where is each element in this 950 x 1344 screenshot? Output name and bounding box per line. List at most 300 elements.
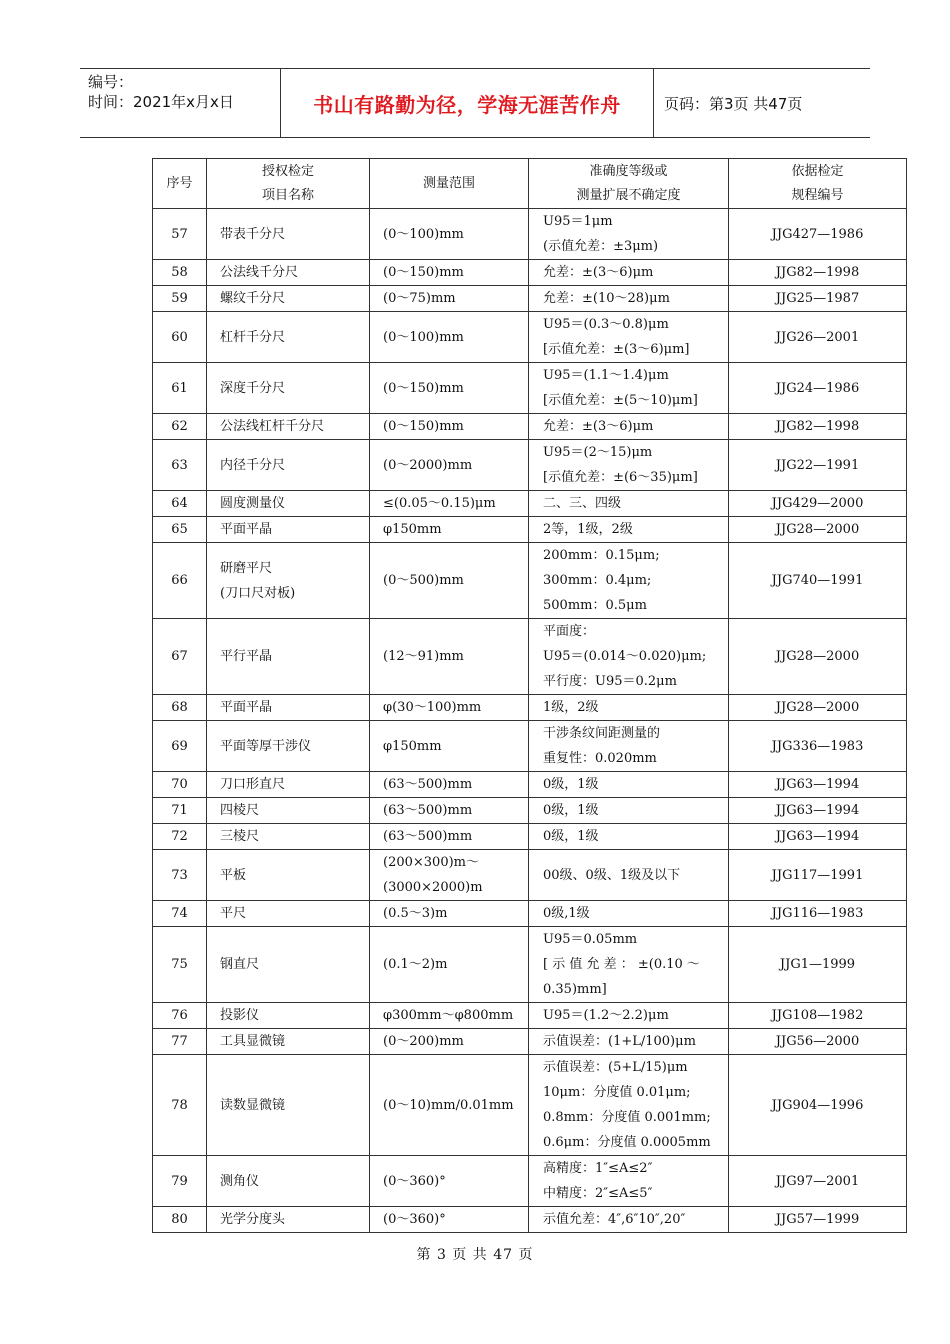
cell-line: JJG56—2000 — [775, 1034, 860, 1049]
cell-spec-code — [729, 850, 907, 901]
cell-line: 58 — [171, 265, 188, 280]
cell-line: [示值允差：±(5～10)μm] — [543, 393, 698, 408]
table-row — [153, 491, 907, 517]
cell-line: (3000×2000)m — [383, 880, 483, 895]
cell-line: JJG117—1991 — [771, 867, 864, 883]
cell-item-name — [207, 901, 370, 927]
cell-line: U95＝(1.2～2.2)μm — [543, 1008, 669, 1023]
cell-spec-code — [729, 414, 907, 440]
time-label: 时间：2021年x月x日 — [88, 93, 234, 111]
cell-line: 61 — [171, 380, 188, 396]
serial-label: 编号： — [88, 73, 134, 91]
cell-line: φ(30～100)mm — [383, 700, 482, 715]
cell-spec-code — [729, 543, 907, 619]
cell-line: [示值允差：±(6～35)μm] — [543, 470, 698, 485]
cell-spec-code — [729, 491, 907, 517]
cell-line: 77 — [171, 1034, 188, 1049]
cell-line: 读数显微镜 — [220, 1097, 286, 1113]
cell-accuracy — [529, 491, 729, 517]
cell-item-name — [207, 414, 370, 440]
cell-index — [153, 1003, 207, 1029]
cell-line: 平尺 — [220, 906, 247, 921]
cell-accuracy — [529, 1207, 729, 1233]
cell-spec-code — [729, 1207, 907, 1233]
cell-accuracy — [529, 363, 729, 414]
cell-index — [153, 1055, 207, 1156]
table-row — [153, 824, 907, 850]
cell-line: 允差：±(3～6)μm — [543, 419, 654, 434]
column-header — [729, 159, 907, 209]
cell-line: 公法线千分尺 — [220, 265, 299, 280]
cell-spec-code — [729, 619, 907, 695]
cell-range — [370, 363, 529, 414]
cell-accuracy — [529, 414, 729, 440]
table-row — [153, 1207, 907, 1233]
cell-line: 项目名称 — [261, 187, 314, 203]
cell-range — [370, 695, 529, 721]
table-row — [153, 901, 907, 927]
cell-range — [370, 260, 529, 286]
cell-line: (0～360)° — [383, 1212, 446, 1227]
cell-range — [370, 772, 529, 798]
cell-line: 74 — [171, 906, 188, 921]
cell-line: 平面平晶 — [220, 700, 273, 715]
cell-line: 70 — [171, 777, 188, 792]
cell-index — [153, 491, 207, 517]
cell-line: 72 — [171, 829, 188, 844]
cell-line: 73 — [171, 867, 188, 883]
cell-index — [153, 414, 207, 440]
cell-spec-code — [729, 772, 907, 798]
cell-range — [370, 1207, 529, 1233]
cell-accuracy — [529, 312, 729, 363]
cell-line: 高精度：1″≤A≤2″ — [543, 1161, 653, 1176]
cell-item-name — [207, 543, 370, 619]
cell-line: 66 — [171, 573, 188, 588]
cell-line: 71 — [171, 803, 188, 818]
cell-line: JJG1—1999 — [779, 957, 856, 972]
cell-item-name — [207, 1156, 370, 1207]
cell-spec-code — [729, 1029, 907, 1055]
cell-range — [370, 850, 529, 901]
cell-spec-code — [729, 440, 907, 491]
header-meta — [80, 69, 281, 137]
table-row — [153, 1029, 907, 1055]
cell-line: 0级，1级 — [543, 777, 599, 792]
cell-line: 干涉条纹间距测量的 — [543, 726, 661, 741]
cell-line: 68 — [171, 700, 188, 715]
cell-range — [370, 440, 529, 491]
cell-line: 测角仪 — [220, 1173, 260, 1189]
cell-line: U95＝(0.014～0.020)μm; — [543, 649, 707, 664]
cell-line: φ150mm — [383, 522, 442, 537]
table-row — [153, 209, 907, 260]
cell-range — [370, 798, 529, 824]
cell-line: 准确度等级或 — [589, 163, 668, 179]
cell-index — [153, 543, 207, 619]
cell-line: 刀口形直尺 — [220, 777, 286, 792]
cell-line: 重复性：0.020mm — [543, 751, 657, 766]
cell-line: 示值允差：4″,6″10″,20″ — [543, 1212, 686, 1227]
cell-line: JJG82—1998 — [775, 265, 860, 280]
cell-line: 二、三、四级 — [543, 496, 622, 511]
cell-accuracy — [529, 927, 729, 1003]
cell-item-name — [207, 1207, 370, 1233]
cell-line: [ 示 值 允 差 ： ±(0.10 ～ — [543, 957, 700, 972]
cell-index — [153, 798, 207, 824]
cell-range — [370, 286, 529, 312]
cell-line: 0级，1级 — [543, 829, 599, 844]
cell-line: (0～100)mm — [383, 329, 464, 345]
cell-line: JJG427—1986 — [771, 226, 864, 242]
cell-line: 500mm：0.5μm — [543, 598, 647, 613]
cell-line: 2等，1级，2级 — [543, 522, 633, 537]
cell-accuracy — [529, 824, 729, 850]
column-header — [207, 159, 370, 209]
cell-item-name — [207, 798, 370, 824]
cell-line: (0.5～3)m — [383, 906, 448, 921]
cell-line: 平面平晶 — [220, 522, 273, 537]
cell-line: 57 — [171, 226, 188, 242]
cell-spec-code — [729, 209, 907, 260]
cell-line: 0.6μm：分度值 0.0005mm — [543, 1135, 711, 1150]
cell-item-name — [207, 1029, 370, 1055]
cell-line: 200mm：0.15μm; — [543, 548, 660, 563]
document-header — [80, 68, 870, 138]
cell-accuracy — [529, 721, 729, 772]
cell-line: 深度千分尺 — [220, 380, 286, 396]
header-motto: 书山有路勤为径，学海无涯苦作舟 — [281, 69, 654, 137]
cell-range — [370, 721, 529, 772]
cell-line: 75 — [171, 957, 188, 972]
cell-spec-code — [729, 517, 907, 543]
cell-line: 300mm：0.4μm; — [543, 573, 652, 588]
cell-line: 允差：±(10～28)μm — [543, 291, 670, 306]
cell-item-name — [207, 619, 370, 695]
cell-index — [153, 1156, 207, 1207]
cell-line: JJG82—1998 — [775, 419, 860, 434]
cell-item-name — [207, 260, 370, 286]
cell-line: JJG63—1994 — [775, 777, 860, 792]
table-row — [153, 440, 907, 491]
cell-line: 投影仪 — [220, 1008, 260, 1023]
cell-line: JJG429—2000 — [771, 496, 864, 511]
cell-line: (示值允差：±3μm) — [543, 239, 659, 254]
cell-line: (刀口尺对板) — [220, 585, 296, 601]
cell-accuracy — [529, 517, 729, 543]
header-page-label: 页码：第3页 共47页 — [664, 94, 803, 113]
cell-line: 平行度：U95＝0.2μm — [543, 674, 677, 689]
cell-item-name — [207, 517, 370, 543]
cell-line: (0～360)° — [383, 1173, 446, 1189]
cell-accuracy — [529, 619, 729, 695]
cell-line: 平面等厚干涉仪 — [220, 738, 312, 754]
cell-accuracy — [529, 286, 729, 312]
table-row — [153, 260, 907, 286]
cell-index — [153, 440, 207, 491]
cell-line: 80 — [171, 1212, 188, 1227]
table-header-row — [153, 159, 907, 209]
cell-item-name — [207, 1055, 370, 1156]
cell-line: (0～500)mm — [383, 573, 464, 588]
cell-spec-code — [729, 260, 907, 286]
cell-line: JJG63—1994 — [775, 829, 860, 844]
cell-line: 78 — [171, 1097, 188, 1113]
cell-line: JJG740—1991 — [771, 573, 864, 588]
table-row — [153, 1003, 907, 1029]
cell-item-name — [207, 721, 370, 772]
cell-spec-code — [729, 286, 907, 312]
cell-line: (0～75)mm — [383, 291, 456, 306]
cell-line: 规程编号 — [791, 187, 844, 203]
cell-accuracy — [529, 260, 729, 286]
column-header — [370, 159, 529, 209]
cell-spec-code — [729, 824, 907, 850]
cell-index — [153, 1029, 207, 1055]
cell-accuracy — [529, 850, 729, 901]
table-row — [153, 1055, 907, 1156]
cell-spec-code — [729, 312, 907, 363]
table-row — [153, 312, 907, 363]
cell-accuracy — [529, 440, 729, 491]
cell-line: JJG28—2000 — [775, 700, 860, 715]
cell-range — [370, 517, 529, 543]
cell-line: (63～500)mm — [383, 803, 473, 818]
cell-line: 光学分度头 — [220, 1212, 286, 1227]
cell-line: 螺纹千分尺 — [220, 291, 286, 306]
cell-line: JJG25—1987 — [775, 291, 860, 306]
cell-accuracy — [529, 1055, 729, 1156]
cell-line: 研磨平尺 — [220, 560, 273, 576]
cell-range — [370, 901, 529, 927]
cell-index — [153, 901, 207, 927]
cell-line: 65 — [171, 522, 188, 537]
cell-item-name — [207, 824, 370, 850]
cell-range — [370, 491, 529, 517]
cell-range — [370, 1156, 529, 1207]
cell-line: ≤(0.05～0.15)μm — [383, 496, 496, 511]
table-body — [153, 209, 907, 1233]
cell-line: 允差：±(3～6)μm — [543, 265, 654, 280]
cell-line: (0～2000)mm — [383, 457, 473, 473]
cell-line: 钢直尺 — [220, 957, 260, 972]
cell-accuracy — [529, 798, 729, 824]
cell-spec-code — [729, 1055, 907, 1156]
cell-line: 10μm：分度值 0.01μm; — [543, 1085, 691, 1100]
cell-line: [示值允差：±(3～6)μm] — [543, 342, 690, 357]
cell-line: 59 — [171, 291, 188, 306]
cell-line: 平行平晶 — [220, 649, 273, 664]
cell-index — [153, 695, 207, 721]
cell-line: 测量扩展不确定度 — [576, 187, 681, 203]
cell-range — [370, 927, 529, 1003]
cell-line: 四棱尺 — [220, 803, 260, 818]
cell-line: JJG24—1986 — [775, 380, 860, 396]
cell-index — [153, 260, 207, 286]
cell-line: (0～10)mm/0.01mm — [383, 1097, 514, 1113]
table-row — [153, 619, 907, 695]
cell-line: U95＝1μm — [543, 214, 613, 229]
table-row — [153, 721, 907, 772]
cell-line: 0级,1级 — [543, 906, 590, 921]
cell-line: JJG28—2000 — [775, 649, 860, 664]
cell-line: 0.35)mm] — [543, 982, 607, 997]
page-footer: 第 3 页 共 47 页 — [416, 1247, 534, 1263]
cell-accuracy — [529, 695, 729, 721]
cell-index — [153, 209, 207, 260]
table-row — [153, 850, 907, 901]
cell-line: JJG904—1996 — [771, 1097, 864, 1113]
cell-range — [370, 824, 529, 850]
cell-line: 依据检定 — [791, 163, 844, 179]
table-row — [153, 798, 907, 824]
cell-line: 63 — [171, 457, 188, 473]
cell-item-name — [207, 695, 370, 721]
cell-line: (12～91)mm — [383, 649, 464, 664]
cell-accuracy — [529, 209, 729, 260]
cell-line: (63～500)mm — [383, 777, 473, 792]
table-row — [153, 286, 907, 312]
cell-line: JJG26—2001 — [775, 329, 860, 345]
cell-line: 示值误差：(5+L/15)μm — [543, 1060, 688, 1075]
cell-spec-code — [729, 798, 907, 824]
table-row — [153, 772, 907, 798]
cell-item-name — [207, 850, 370, 901]
cell-index — [153, 363, 207, 414]
cell-index — [153, 619, 207, 695]
cell-line: 平面度： — [543, 624, 596, 639]
cell-line: 工具显微镜 — [220, 1034, 286, 1049]
calibration-items-table — [152, 158, 907, 1233]
cell-line: φ150mm — [383, 738, 442, 754]
cell-line: U95＝(1.1～1.4)μm — [543, 368, 669, 383]
cell-index — [153, 927, 207, 1003]
cell-index — [153, 772, 207, 798]
cell-spec-code — [729, 1156, 907, 1207]
table-row — [153, 363, 907, 414]
cell-accuracy — [529, 1156, 729, 1207]
cell-spec-code — [729, 721, 907, 772]
cell-range — [370, 1029, 529, 1055]
cell-line: 圆度测量仪 — [220, 496, 286, 511]
cell-item-name — [207, 772, 370, 798]
cell-line: 平板 — [220, 867, 247, 883]
cell-accuracy — [529, 901, 729, 927]
cell-line: (0～150)mm — [383, 419, 464, 434]
cell-line: 测量范围 — [422, 175, 475, 191]
cell-range — [370, 209, 529, 260]
cell-line: 62 — [171, 419, 188, 434]
cell-line: JJG28—2000 — [775, 522, 860, 537]
cell-line: (0.1～2)m — [383, 957, 448, 972]
cell-range — [370, 1055, 529, 1156]
cell-line: U95＝(2～15)μm — [543, 445, 653, 460]
cell-item-name — [207, 491, 370, 517]
cell-line: 序号 — [166, 175, 193, 191]
cell-line: 杠杆千分尺 — [220, 329, 286, 345]
table-row — [153, 695, 907, 721]
cell-line: (63～500)mm — [383, 829, 473, 844]
cell-line: 76 — [171, 1008, 188, 1023]
cell-index — [153, 286, 207, 312]
cell-line: φ300mm～φ800mm — [383, 1008, 514, 1023]
cell-line: 1级，2级 — [543, 700, 599, 715]
column-header — [153, 159, 207, 209]
cell-spec-code — [729, 1003, 907, 1029]
cell-range — [370, 543, 529, 619]
cell-accuracy — [529, 543, 729, 619]
cell-line: (0～200)mm — [383, 1034, 464, 1049]
cell-line: 69 — [171, 738, 188, 754]
cell-item-name — [207, 440, 370, 491]
cell-index — [153, 517, 207, 543]
cell-item-name — [207, 209, 370, 260]
cell-item-name — [207, 286, 370, 312]
cell-line: 79 — [171, 1173, 188, 1189]
cell-line: U95＝0.05mm — [543, 932, 638, 947]
cell-line: 0级，1级 — [543, 803, 599, 818]
cell-line: 60 — [171, 329, 188, 345]
cell-accuracy — [529, 1029, 729, 1055]
cell-line: JJG336—1983 — [771, 738, 864, 754]
cell-line: (0～150)mm — [383, 265, 464, 280]
cell-spec-code — [729, 901, 907, 927]
cell-index — [153, 850, 207, 901]
cell-spec-code — [729, 695, 907, 721]
cell-range — [370, 312, 529, 363]
cell-line: 0.8mm：分度值 0.001mm; — [543, 1110, 711, 1125]
cell-line: 中精度：2″≤A≤5″ — [543, 1186, 653, 1201]
table-row — [153, 1156, 907, 1207]
cell-line: U95＝(0.3～0.8)μm — [543, 317, 669, 332]
cell-range — [370, 1003, 529, 1029]
cell-index — [153, 721, 207, 772]
cell-line: 内径千分尺 — [220, 457, 286, 473]
cell-line: 00级、0级、1级及以下 — [543, 867, 681, 883]
cell-line: (200×300)m～ — [383, 855, 479, 870]
cell-item-name — [207, 312, 370, 363]
cell-line: 示值误差：(1+L/100)μm — [543, 1034, 696, 1049]
cell-line: 64 — [171, 496, 188, 511]
cell-range — [370, 619, 529, 695]
cell-line: 三棱尺 — [220, 829, 260, 844]
column-header — [529, 159, 729, 209]
table-row — [153, 517, 907, 543]
cell-index — [153, 824, 207, 850]
cell-item-name — [207, 363, 370, 414]
cell-line: (0～150)mm — [383, 380, 464, 396]
table-row — [153, 414, 907, 440]
cell-line: 带表千分尺 — [220, 226, 286, 242]
cell-range — [370, 414, 529, 440]
cell-accuracy — [529, 1003, 729, 1029]
cell-line: 公法线杠杆千分尺 — [220, 419, 325, 434]
cell-accuracy — [529, 772, 729, 798]
table-row — [153, 927, 907, 1003]
cell-item-name — [207, 1003, 370, 1029]
cell-spec-code — [729, 363, 907, 414]
cell-line: JJG97—2001 — [775, 1173, 860, 1189]
cell-index — [153, 1207, 207, 1233]
table-row — [153, 543, 907, 619]
cell-item-name — [207, 927, 370, 1003]
cell-line: 67 — [171, 649, 188, 664]
cell-line: JJG22—1991 — [775, 457, 860, 473]
cell-spec-code — [729, 927, 907, 1003]
cell-line: JJG57—1999 — [775, 1212, 860, 1227]
cell-line: JJG116—1983 — [771, 906, 864, 921]
cell-line: JJG108—1982 — [771, 1008, 864, 1023]
